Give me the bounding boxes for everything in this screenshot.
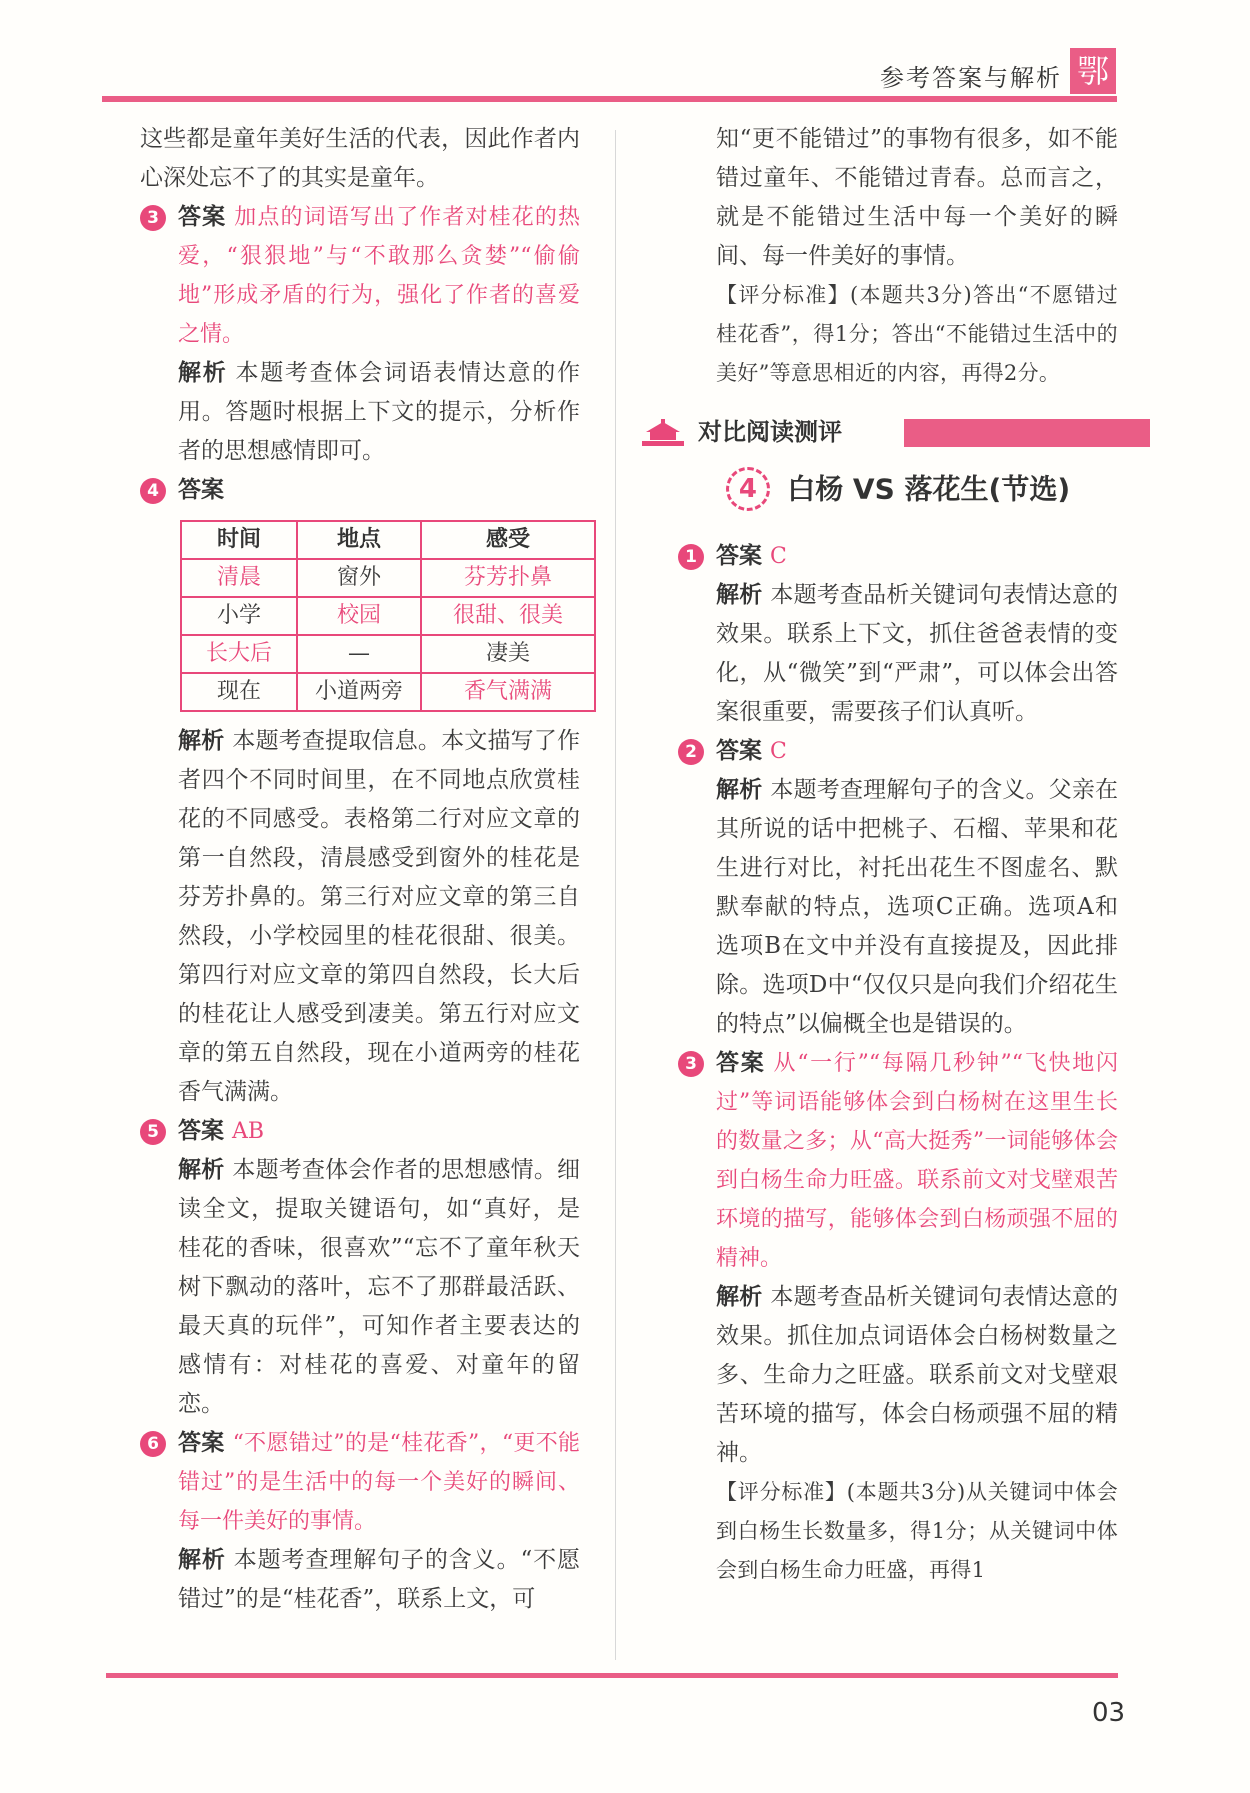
analysis-text: 本题考查品析关键词句表情达意的效果。联系上下文，抓住爸爸表情的变化，从“微笑”到“严肃”，可以体会出答案很重要，需要孩子们认真听。: [716, 582, 1118, 725]
right-column: [678, 120, 1118, 1590]
scoring-standard: 【评分标准】(本题共3分)答出“不愿错过桂花香”，得1分；答出“不能错过生活中的美好”等意思相近的内容，再得2分。: [716, 283, 1118, 385]
region-tab-badge: 鄂: [1070, 48, 1116, 94]
analysis-text: 本题考查提取信息。本文描写了作者四个不同时间里，在不同地点欣赏桂花的不同感受。表格第二行对应文章的第一自然段，清晨感受到窗外的桂花是芬芳扑鼻的。第三行对应文章的第三自然段，小学校园里的桂花很甜、很美。第四行对应文章的第四自然段，长大后的桂花让人感受到凄美。第五行对应文章的第五自然段，现在小道两旁的桂花香气满满。: [178, 728, 580, 1105]
passage-title: 白杨 VS 落花生(节选): [787, 472, 1071, 506]
table-cell: 小道两旁: [297, 673, 421, 711]
intro-paragraph: 这些都是童年美好生活的代表，因此作者内心深处忘不了的其实是童年。: [140, 126, 580, 191]
question-6: [140, 1424, 580, 1619]
answer-text: C: [770, 544, 787, 569]
table-header-row: [181, 521, 595, 559]
answer-label: 答案: [716, 1050, 766, 1076]
answer-label: 答案: [178, 1430, 225, 1456]
analysis-label: 解析: [178, 360, 228, 386]
table-row: [181, 635, 595, 673]
question-number-badge: 6: [140, 1431, 166, 1457]
analysis-text: 本题考查理解句子的含义。“不愿错过”的是“桂花香”，联系上文，可: [178, 1547, 580, 1612]
question-1: [678, 537, 1118, 732]
answer-label: 答案: [716, 543, 762, 569]
section-bar: [904, 419, 1150, 447]
answer-text: AB: [232, 1119, 265, 1144]
passage-heading: [678, 467, 1118, 519]
footer-rule: [106, 1673, 1118, 1678]
question-3b: [678, 1044, 1118, 1473]
section-heading: [678, 413, 1118, 453]
table-cell: 香气满满: [421, 673, 595, 711]
section-title: 对比阅读测评: [698, 418, 842, 446]
answer-text: 加点的词语写出了作者对桂花的热爱，“狠狠地”与“不敢那么贪婪”“偷偷地”形成矛盾的行为，强化了作者的喜爱之情。: [178, 205, 580, 347]
answer-label: 答案: [178, 204, 227, 230]
page-header-title: 参考答案与解析: [880, 64, 1062, 92]
analysis-label: 解析: [716, 777, 763, 803]
page-number: 03: [1092, 1698, 1126, 1728]
answer-table: [180, 520, 596, 712]
question-number-badge: 4: [140, 478, 166, 504]
scoring-standard: 【评分标准】(本题共3分)从关键词中体会到白杨生长数量多，得1分；从关键词中体会到白杨生命力旺盛，再得1: [716, 1480, 1118, 1582]
analysis-label: 解析: [178, 1547, 226, 1573]
table-cell: 窗外: [297, 559, 421, 597]
answer-text: C: [770, 739, 787, 764]
analysis-text: 本题考查体会作者的思想感情。细读全文，提取关键语句，如“真好，是桂花的香味，很喜欢”“忘不了童年秋天树下飘动的落叶，忘不了那群最活跃、最天真的玩伴”，可知作者主要表达的感情有：对桂花的喜爱、对童年的留恋。: [178, 1157, 580, 1417]
table-row: [181, 559, 595, 597]
question-2: [678, 732, 1118, 1044]
answer-label: 答案: [178, 477, 224, 503]
question-number-badge: 1: [678, 544, 704, 570]
continued-paragraph: 知“更不能错过”的事物有很多，如不能错过童年、不能错过青春。总而言之，就是不能错过生活中每一个美好的瞬间、每一件美好的事情。: [716, 126, 1118, 269]
table-row: [181, 673, 595, 711]
table-cell: 长大后: [181, 635, 297, 673]
analysis-text: 本题考查体会词语表情达意的作用。答题时根据上下文的提示，分析作者的思想感情即可。: [178, 360, 581, 464]
table-cell: 现在: [181, 673, 297, 711]
analysis-text: 本题考查品析关键词句表情达意的效果。抓住加点词语体会白杨树数量之多、生命力之旺盛。联系前文对戈壁艰苦环境的描写，体会白杨顽强不屈的精神。: [716, 1284, 1118, 1466]
table-cell: —: [297, 635, 421, 673]
answer-text: 从“一行”“每隔几秒钟”“飞快地闪过”等词语能够体会到白杨树在这里生长的数量之多；从“高大挺秀”一词能够体会到白杨生命力旺盛。联系前文对戈壁艰苦环境的描写，能够体会到白杨顽强不屈的精神。: [716, 1051, 1118, 1271]
analysis-label: 解析: [178, 1157, 225, 1183]
table-cell: 小学: [181, 597, 297, 635]
question-5: [140, 1112, 580, 1424]
table-header-cell: 地点: [297, 521, 421, 559]
answer-label: 答案: [178, 1118, 224, 1144]
table-cell: 校园: [297, 597, 421, 635]
table-cell: 芬芳扑鼻: [421, 559, 595, 597]
table-row: [181, 597, 595, 635]
answer-text: “不愿错过”的是“桂花香”，“更不能错过”的是生活中的每一个美好的瞬间、每一件美好的事情。: [178, 1431, 580, 1534]
question-number-badge: 3: [678, 1051, 704, 1077]
answer-label: 答案: [716, 738, 762, 764]
question-3: [140, 198, 580, 471]
column-divider: [615, 130, 616, 1660]
table-header-cell: 感受: [421, 521, 595, 559]
analysis-label: 解析: [716, 582, 763, 608]
analysis-text: 本题考查理解句子的含义。父亲在其所说的话中把桃子、石榴、苹果和花生进行对比，衬托出花生不图虚名、默默奉献的特点，选项C正确。选项A和选项B在文中并没有直接提及，因此排除。选项D中“仅仅只是向我们介绍花生的特点”以偏概全也是错误的。: [716, 777, 1118, 1037]
table-cell: 很甜、很美: [421, 597, 595, 635]
analysis-label: 解析: [716, 1284, 763, 1310]
analysis-label: 解析: [178, 728, 225, 754]
question-4: [140, 471, 580, 1112]
question-number-badge: 5: [140, 1119, 166, 1145]
pagoda-icon: [640, 419, 686, 447]
table-cell: 清晨: [181, 559, 297, 597]
left-column: [140, 120, 580, 1619]
table-header-cell: 时间: [181, 521, 297, 559]
question-number-badge: 2: [678, 739, 704, 765]
passage-number-badge: 4: [726, 467, 770, 511]
header-rule: [102, 96, 1117, 102]
question-number-badge: 3: [140, 205, 166, 231]
table-cell: 凄美: [421, 635, 595, 673]
